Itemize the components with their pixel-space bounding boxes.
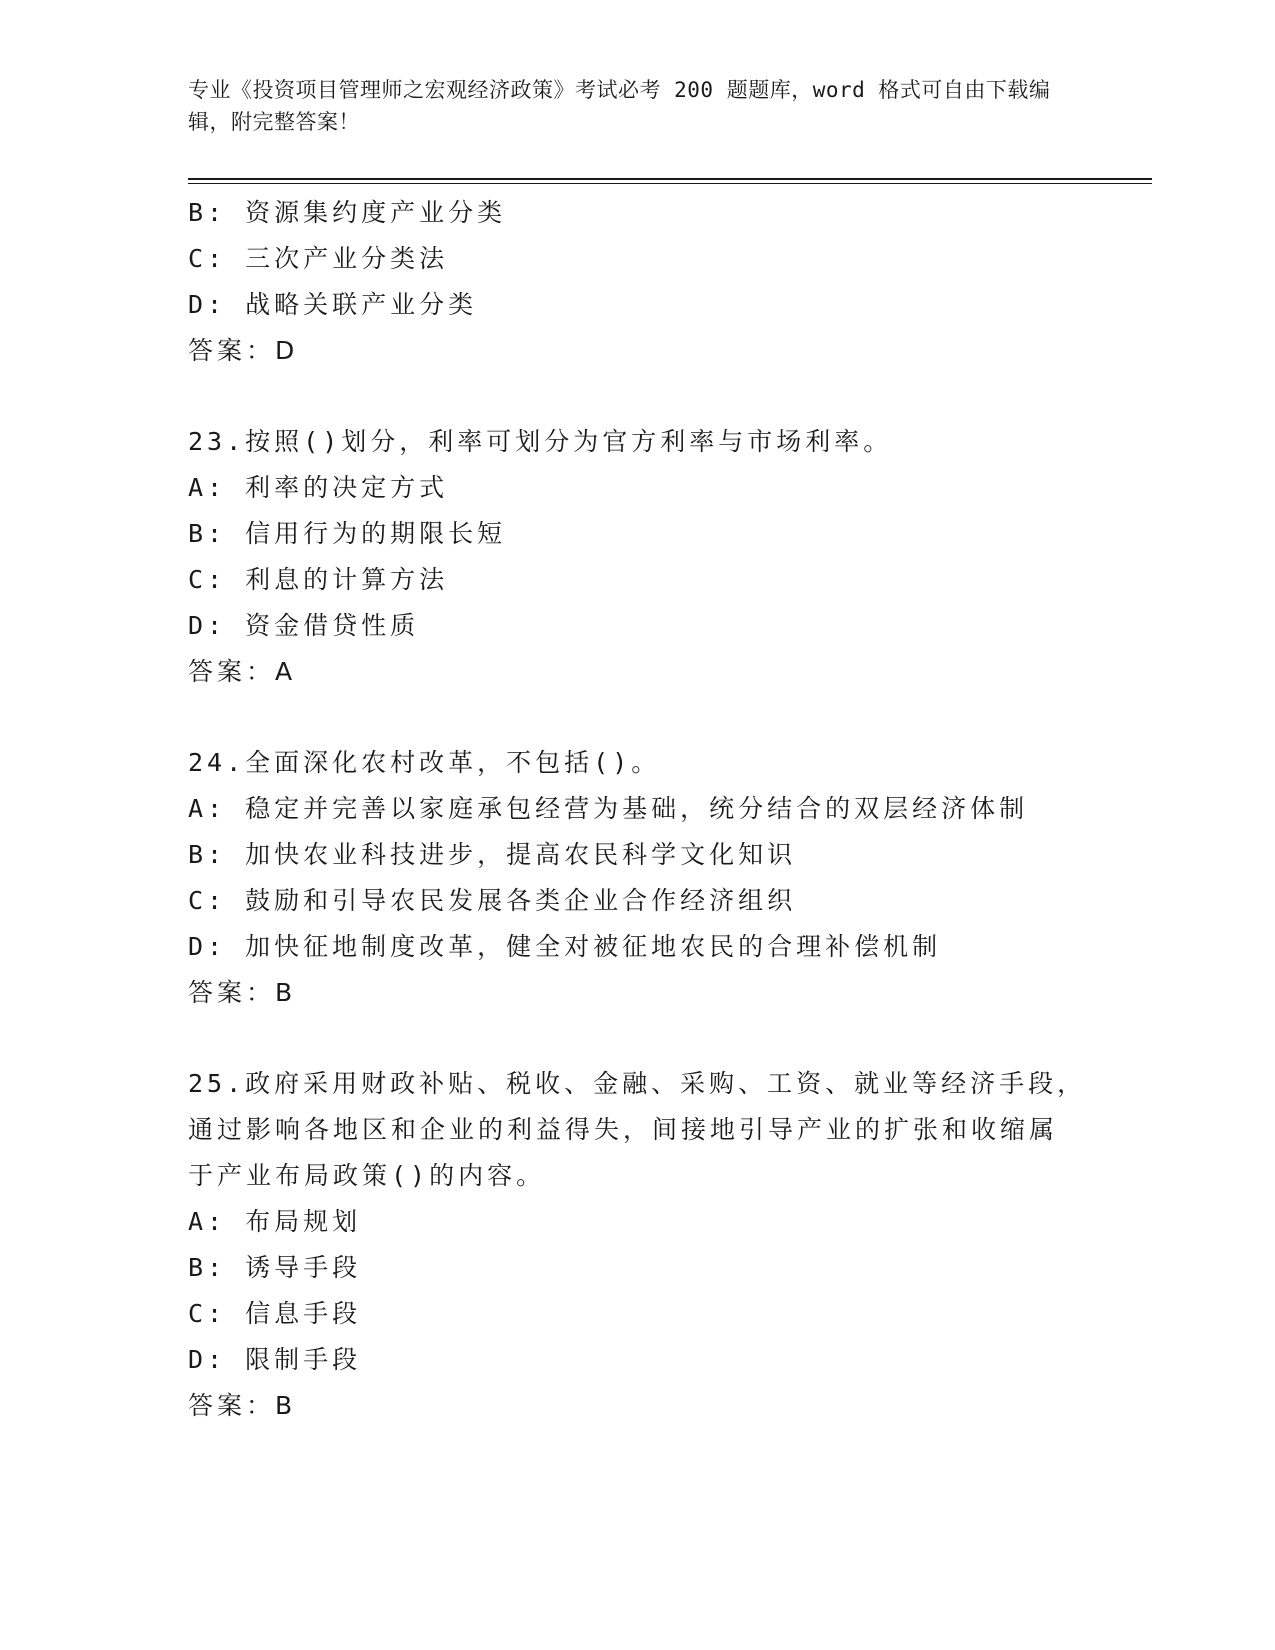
question-text-line-1: 25.政府采用财政补贴、税收、金融、采购、工资、就业等经济手段，: [188, 1069, 1087, 1098]
question-text: 24.全面深化农村改革，不包括()。: [188, 748, 661, 777]
option-c: C: 鼓励和引导农民发展各类企业合作经济组织: [188, 886, 797, 915]
option-d: D: 资金借贷性质: [188, 611, 420, 640]
question-22: [188, 190, 1088, 374]
answer: 答案：B: [188, 978, 297, 1007]
option-a: A: 利率的决定方式: [188, 473, 449, 502]
document-header: 专业《投资项目管理师之宏观经济政策》考试必考 200 题题库，word 格式可自由下载编辑，附完整答案！: [188, 78, 1051, 134]
option-c: C: 三次产业分类法: [188, 244, 449, 273]
answer: 答案：D: [188, 336, 299, 365]
option-b: B: 资源集约度产业分类: [188, 198, 507, 227]
answer: 答案：B: [188, 1391, 297, 1420]
question-text: 23.按照()划分，利率可划分为官方利率与市场利率。: [188, 427, 893, 456]
answer: 答案：A: [188, 657, 297, 686]
option-b: B: 信用行为的期限长短: [188, 519, 507, 548]
option-a: A: 稳定并完善以家庭承包经营为基础，统分结合的双层经济体制: [188, 794, 1029, 823]
option-d: D: 加快征地制度改革，健全对被征地农民的合理补偿机制: [188, 932, 942, 961]
question-text-line-3: 于产业布局政策()的内容。: [188, 1161, 546, 1190]
option-b: B: 加快农业科技进步，提高农民科学文化知识: [188, 840, 797, 869]
option-d: D: 战略关联产业分类: [188, 290, 478, 319]
option-a: A: 布局规划: [188, 1207, 362, 1236]
question-text-line-2: 通过影响各地区和企业的利益得失，间接地引导产业的扩张和收缩属: [188, 1115, 1059, 1144]
option-d: D: 限制手段: [188, 1345, 362, 1374]
header-rule-thin: [188, 183, 1152, 184]
option-c: C: 信息手段: [188, 1299, 362, 1328]
header-rule-thick: [188, 178, 1152, 180]
question-list: [188, 190, 1088, 1429]
option-b: B: 诱导手段: [188, 1253, 362, 1282]
option-c: C: 利息的计算方法: [188, 565, 449, 594]
question-25: [188, 1061, 1088, 1429]
question-24: [188, 740, 1088, 1016]
question-23: [188, 419, 1088, 695]
